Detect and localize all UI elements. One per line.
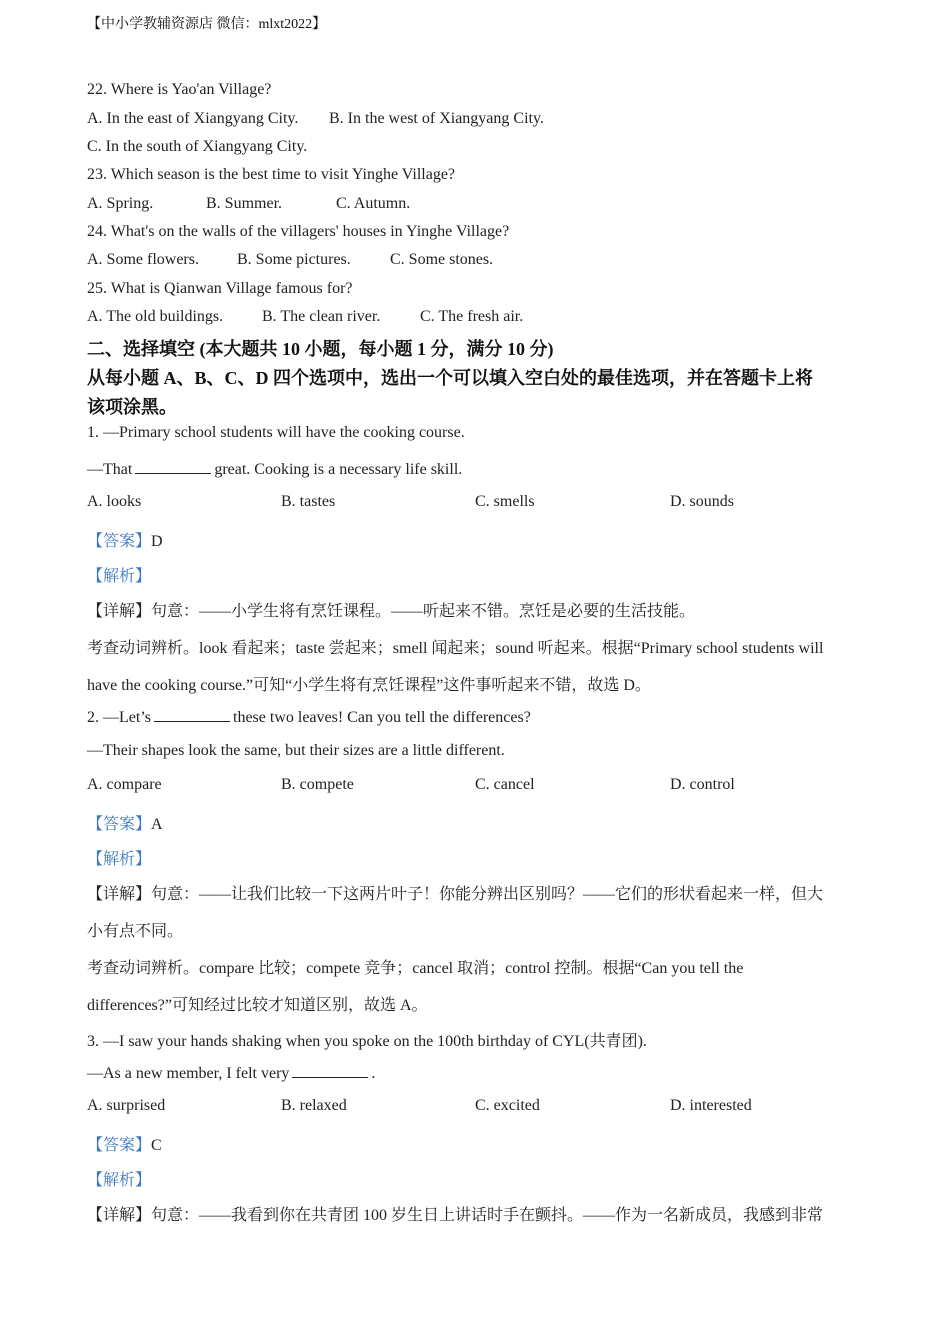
section-title: 二、选择填空 (本大题共 10 小题，每小题 1 分，满分 10 分) [87,339,554,359]
option-a: A. surprised [87,1097,166,1114]
option: B. In the west of Xiangyang City. [329,110,544,127]
explanation: 考查动词辨析。compare 比较；compete 竞争；cancel 取消；control 控制。根据“Can you tell the [87,960,744,977]
answer-label: 【答案】 [87,1137,152,1154]
option: A. In the east of Xiangyang City. [87,110,299,127]
answer-value: A [151,816,163,833]
option: A. Some flowers. [87,251,199,268]
option-b: B. tastes [281,493,336,510]
text: —As a new member, I felt very [87,1065,290,1082]
option: C. Autumn. [336,195,411,212]
header-note: 【中小学教辅资源店 微信：mlxt2022】 [87,17,327,32]
question-25: 25. What is Qianwan Village famous for? [87,280,353,297]
option: B. Summer. [206,195,283,212]
answer-value: D [151,533,163,550]
detail-text: 句意：——我看到你在共青团 100 岁生日上讲话时手在颤抖。——作为一名新成员，我感到非常 [151,1207,824,1224]
option-d: D. sounds [670,493,735,510]
option: A. Spring. [87,195,154,212]
option-a: A. looks [87,493,142,510]
detail [87,598,695,621]
option-b: B. relaxed [281,1097,347,1114]
question-1: 1. —Primary school students will have the cooking course. [87,424,465,441]
question-22: 22. Where is Yao'an Village? [87,81,272,98]
answer-label: 【答案】 [87,533,152,550]
option: B. Some pictures. [237,251,351,268]
answer [87,528,163,551]
option: A. The old buildings. [87,308,224,325]
question-24: 24. What's on the walls of the villagers' houses in Yinghe Village? [87,223,510,240]
analysis-label: 【解析】 [87,851,152,868]
question-3: 3. —I saw your hands shaking when you spoke on the 100th birthday of CYL(共青团). [87,1033,647,1050]
detail-label: 【详解】 [87,886,152,903]
detail-label: 【详解】 [87,603,152,620]
answer [87,811,163,834]
text: . [371,1065,376,1082]
option-a: A. compare [87,776,162,793]
answer [87,1132,162,1155]
option: C. The fresh air. [420,308,524,325]
option-d: D. control [670,776,735,793]
text: these two leaves! Can you tell the differences? [233,709,531,726]
question-23: 23. Which season is the best time to visit Yinghe Village? [87,166,456,183]
detail-continued: 小有点不同。 [87,923,184,940]
detail-text: 句意：——让我们比较一下这两片叶子！你能分辨出区别吗？——它们的形状看起来一样，但大 [151,886,824,903]
option: B. The clean river. [262,308,381,325]
text: —That [87,461,133,478]
question-1-line2 [87,459,462,479]
detail-text: 句意：——小学生将有烹饪课程。——听起来不错。烹饪是必要的生活技能。 [151,603,696,620]
option: C. In the south of Xiangyang City. [87,138,308,155]
answer-label: 【答案】 [87,816,152,833]
option-c: C. cancel [475,776,535,793]
blank [135,459,211,474]
option-c: C. smells [475,493,535,510]
explanation: 考查动词辨析。look 看起来；taste 尝起来；smell 闻起来；sound 听起来。根据“Primary school students will [87,640,824,657]
detail-label: 【详解】 [87,1207,152,1224]
blank [154,707,230,722]
question-3-line2 [87,1063,375,1083]
explanation: differences?”可知经过比较才知道区别，故选 A。 [87,997,428,1014]
option-c: C. excited [475,1097,540,1114]
section-instruction: 从每小题 A、B、C、D 四个选项中，选出一个可以填入空白处的最佳选项，并在答题卡上将 [87,368,813,388]
analysis-label: 【解析】 [87,1172,152,1189]
question-2 [87,707,531,727]
analysis-label: 【解析】 [87,568,152,585]
detail [87,881,823,904]
option-d: D. interested [670,1097,752,1114]
section-instruction: 该项涂黑。 [87,397,177,417]
option: C. Some stones. [390,251,494,268]
detail [87,1202,823,1225]
text: 2. —Let’s [87,709,151,726]
explanation: have the cooking course.”可知“小学生将有烹饪课程”这件事听起来不错，故选 D。 [87,677,651,694]
answer-value: C [151,1137,162,1154]
blank [292,1063,368,1078]
question-2-line2: —Their shapes look the same, but their sizes are a little different. [87,742,505,759]
text: great. Cooking is a necessary life skill. [214,461,463,478]
option-b: B. compete [281,776,354,793]
